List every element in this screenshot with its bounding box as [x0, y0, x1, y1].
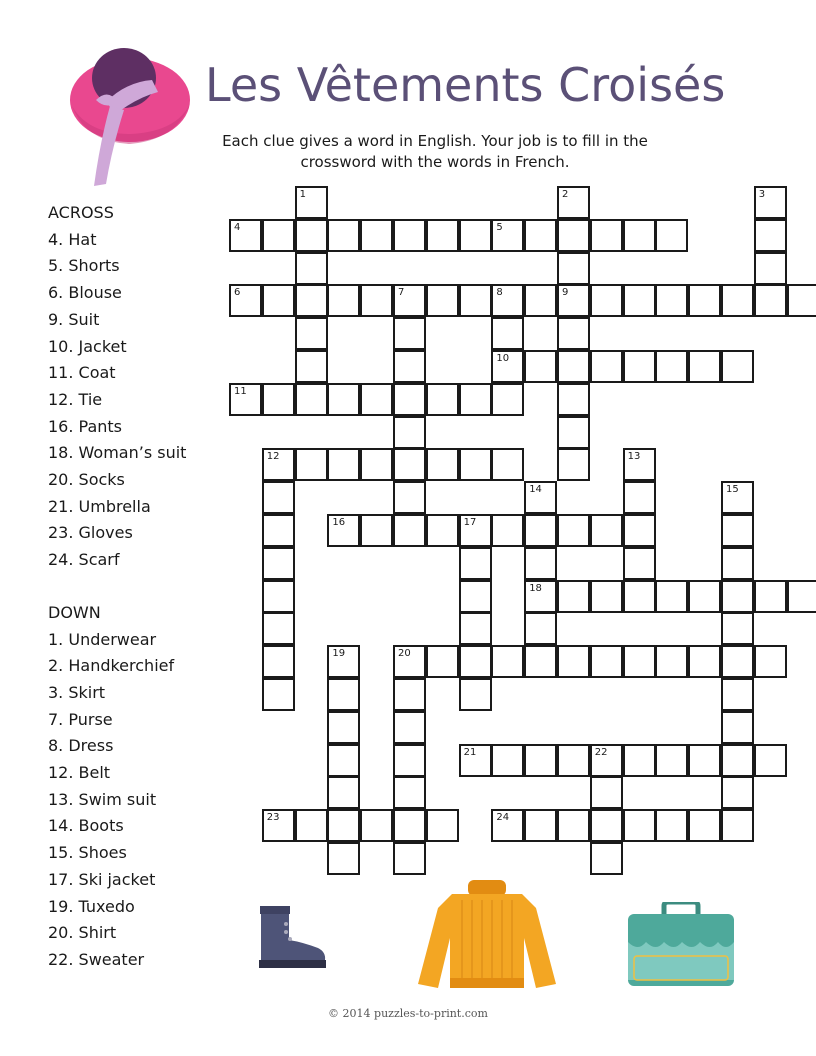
grid-cell[interactable] — [262, 645, 295, 678]
grid-cell[interactable] — [655, 744, 688, 777]
down-clue: 13. Swim suit — [48, 789, 157, 809]
grid-cell[interactable] — [262, 448, 295, 481]
across-clue: 16. Pants — [48, 416, 123, 436]
grid-cell[interactable] — [721, 547, 754, 580]
grid-cell[interactable] — [721, 514, 754, 547]
clue-number: 21 — [463, 746, 477, 758]
clue-number: 20 — [398, 648, 411, 660]
down-clue: 2. Handkerchief — [48, 656, 175, 676]
grid-cell[interactable] — [393, 284, 426, 317]
grid-cell[interactable] — [557, 252, 590, 285]
grid-cell[interactable] — [557, 809, 590, 842]
grid-cell[interactable] — [655, 645, 688, 678]
down-clue: 20. Shirt — [48, 923, 117, 943]
grid-cell[interactable] — [229, 284, 262, 317]
clue-number: 19 — [332, 648, 346, 660]
grid-cell[interactable] — [295, 186, 328, 219]
grid-cell[interactable] — [393, 842, 426, 875]
grid-cell[interactable] — [623, 645, 656, 678]
grid-cell[interactable] — [262, 284, 295, 317]
grid-cell[interactable] — [327, 514, 360, 547]
down-clue: 14. Boots — [48, 816, 124, 836]
clue-number: 10 — [496, 353, 510, 364]
down-clue: 17. Ski jacket — [48, 869, 156, 889]
instructions-line-2: crossword with the words in French. — [300, 153, 570, 171]
grid-cell[interactable] — [262, 383, 295, 416]
down-clue: 19. Tuxedo — [48, 896, 135, 916]
grid-cell[interactable] — [590, 514, 623, 547]
grid-cell[interactable] — [327, 809, 360, 842]
grid-cell[interactable] — [688, 645, 721, 678]
grid-cell[interactable] — [590, 350, 623, 383]
down-clue: 8. Dress — [48, 736, 114, 756]
grid-cell[interactable] — [721, 744, 754, 777]
grid-cell[interactable] — [754, 219, 787, 252]
grid-cell[interactable] — [590, 776, 623, 809]
grid-cell[interactable] — [754, 186, 787, 219]
grid-cell[interactable] — [754, 580, 787, 613]
clue-number: 11 — [234, 385, 247, 397]
clue-number: 24 — [496, 812, 510, 824]
grid-cell[interactable] — [557, 744, 590, 777]
grid-cell[interactable] — [229, 383, 262, 416]
grid-cell[interactable] — [360, 448, 393, 481]
grid-cell[interactable] — [688, 744, 721, 777]
grid-cell[interactable] — [655, 809, 688, 842]
grid-cell[interactable] — [754, 252, 787, 285]
grid-cell[interactable] — [262, 514, 295, 547]
grid-cell[interactable] — [754, 744, 787, 777]
grid-cell[interactable] — [557, 219, 590, 252]
copyright-footer: © 2014 puzzles-to-print.com — [328, 1007, 488, 1020]
grid-cell[interactable] — [524, 514, 557, 547]
grid-cell[interactable] — [262, 481, 295, 514]
clue-number: 12 — [266, 451, 280, 463]
grid-cell[interactable] — [688, 284, 721, 317]
grid-cell[interactable] — [721, 284, 754, 317]
clue-number: 18 — [529, 582, 542, 594]
grid-cell[interactable] — [721, 809, 754, 842]
grid-cell[interactable] — [524, 580, 557, 613]
grid-cell[interactable] — [426, 514, 459, 547]
grid-cell[interactable] — [360, 383, 393, 416]
across-clue: 6. Blouse — [48, 283, 122, 303]
grid-cell[interactable] — [688, 809, 721, 842]
grid-cell[interactable] — [327, 383, 360, 416]
down-clue: 12. Belt — [48, 763, 111, 783]
grid-cell[interactable] — [262, 612, 295, 645]
grid-cell[interactable] — [721, 678, 754, 711]
down-clue: 15. Shoes — [48, 843, 127, 863]
grid-cell[interactable] — [524, 645, 557, 678]
grid-cell[interactable] — [623, 350, 656, 383]
grid-cell[interactable] — [393, 645, 426, 678]
grid-cell[interactable] — [623, 448, 656, 481]
grid-cell[interactable] — [655, 219, 688, 252]
across-clue: 20. Socks — [48, 470, 125, 490]
clue-number: 15 — [726, 484, 739, 496]
down-heading: DOWN — [48, 602, 101, 622]
grid-cell[interactable] — [590, 744, 623, 777]
grid-cell[interactable] — [721, 580, 754, 613]
grid-cell[interactable] — [590, 580, 623, 613]
clue-number: 23 — [266, 812, 280, 824]
clue-number: 1 — [299, 189, 306, 200]
grid-cell[interactable] — [491, 350, 524, 383]
grid-cell[interactable] — [295, 809, 328, 842]
grid-cell[interactable] — [655, 350, 688, 383]
clue-number: 5 — [496, 221, 503, 233]
grid-cell[interactable] — [557, 186, 590, 219]
grid-cell[interactable] — [459, 284, 492, 317]
grid-cell[interactable] — [393, 514, 426, 547]
grid-cell[interactable] — [491, 448, 524, 481]
grid-cell[interactable] — [721, 776, 754, 809]
grid-cell[interactable] — [327, 448, 360, 481]
grid-cell[interactable] — [426, 809, 459, 842]
grid-cell[interactable] — [787, 580, 816, 613]
grid-cell[interactable] — [491, 383, 524, 416]
grid-cell[interactable] — [491, 284, 524, 317]
grid-cell[interactable] — [590, 842, 623, 875]
grid-cell[interactable] — [590, 645, 623, 678]
grid-cell[interactable] — [557, 284, 590, 317]
across-clue: 9. Suit — [48, 309, 100, 329]
grid-cell[interactable] — [557, 416, 590, 449]
across-clue: 18. Woman’s suit — [48, 443, 187, 463]
grid-cell[interactable] — [623, 809, 656, 842]
clue-number: 4 — [234, 221, 241, 233]
clue-number: 9 — [562, 287, 569, 299]
grid-cell[interactable] — [393, 809, 426, 842]
grid-cell[interactable] — [295, 252, 328, 285]
grid-cell[interactable] — [426, 448, 459, 481]
grid-cell[interactable] — [557, 383, 590, 416]
grid-cell[interactable] — [623, 219, 656, 252]
down-clue: 3. Skirt — [48, 682, 106, 702]
grid-cell[interactable] — [393, 383, 426, 416]
grid-cell[interactable] — [623, 580, 656, 613]
clue-number: 7 — [398, 287, 405, 299]
grid-cell[interactable] — [721, 645, 754, 678]
grid-cell[interactable] — [491, 317, 524, 350]
grid-cell[interactable] — [688, 350, 721, 383]
grid-cell[interactable] — [459, 612, 492, 645]
grid-cell[interactable] — [295, 317, 328, 350]
grid-cell[interactable] — [426, 383, 459, 416]
grid-cell[interactable] — [590, 219, 623, 252]
grid-cell[interactable] — [262, 809, 295, 842]
grid-cell[interactable] — [360, 809, 393, 842]
grid-cell[interactable] — [459, 645, 492, 678]
grid-cell[interactable] — [327, 744, 360, 777]
boot-icon — [256, 906, 328, 970]
grid-cell[interactable] — [524, 350, 557, 383]
grid-cell[interactable] — [426, 284, 459, 317]
down-clue: 22. Sweater — [48, 949, 145, 969]
grid-cell[interactable] — [459, 448, 492, 481]
grid-cell[interactable] — [295, 448, 328, 481]
down-clue: 1. Underwear — [48, 629, 157, 649]
grid-cell[interactable] — [327, 284, 360, 317]
grid-cell[interactable] — [754, 284, 787, 317]
across-clue: 21. Umbrella — [48, 496, 151, 516]
grid-cell[interactable] — [459, 678, 492, 711]
grid-cell[interactable] — [623, 547, 656, 580]
grid-cell[interactable] — [360, 219, 393, 252]
grid-cell[interactable] — [393, 219, 426, 252]
across-clue: 12. Tie — [48, 389, 103, 409]
grid-cell[interactable] — [491, 744, 524, 777]
across-clue: 11. Coat — [48, 363, 116, 383]
grid-cell[interactable] — [787, 284, 816, 317]
grid-cell[interactable] — [327, 219, 360, 252]
grid-cell[interactable] — [623, 744, 656, 777]
grid-cell[interactable] — [426, 645, 459, 678]
grid-cell[interactable] — [688, 580, 721, 613]
grid-cell[interactable] — [524, 219, 557, 252]
grid-cell[interactable] — [557, 317, 590, 350]
grid-cell[interactable] — [327, 842, 360, 875]
grid-cell[interactable] — [459, 219, 492, 252]
clue-number: 3 — [758, 189, 766, 200]
grid-cell[interactable] — [623, 514, 656, 547]
grid-cell[interactable] — [262, 580, 295, 613]
grid-cell[interactable] — [721, 350, 754, 383]
grid-cell[interactable] — [590, 284, 623, 317]
sweater-icon — [418, 878, 556, 990]
grid-cell[interactable] — [459, 744, 492, 777]
grid-cell[interactable] — [655, 580, 688, 613]
grid-cell[interactable] — [327, 678, 360, 711]
grid-cell[interactable] — [491, 514, 524, 547]
grid-cell[interactable] — [524, 744, 557, 777]
clue-number: 8 — [496, 287, 503, 299]
grid-cell[interactable] — [393, 776, 426, 809]
grid-cell[interactable] — [557, 350, 590, 383]
clue-number: 22 — [594, 746, 608, 758]
clue-number: 2 — [562, 189, 569, 200]
grid-cell[interactable] — [393, 448, 426, 481]
down-clue: 7. Purse — [48, 709, 113, 729]
grid-cell[interactable] — [393, 317, 426, 350]
grid-cell[interactable] — [393, 711, 426, 744]
across-heading: ACROSS — [48, 203, 114, 222]
grid-cell[interactable] — [393, 350, 426, 383]
grid-cell[interactable] — [623, 481, 656, 514]
clue-number: 17 — [463, 517, 477, 528]
grid-cell[interactable] — [327, 711, 360, 744]
grid-cell[interactable] — [721, 481, 754, 514]
grid-cell[interactable] — [524, 547, 557, 580]
grid-cell[interactable] — [557, 448, 590, 481]
grid-cell[interactable] — [229, 219, 262, 252]
grid-cell[interactable] — [327, 776, 360, 809]
grid-cell[interactable] — [491, 219, 524, 252]
grid-cell[interactable] — [524, 809, 557, 842]
page-title: Les Vêtements Croisés — [205, 58, 726, 112]
grid-cell[interactable] — [295, 284, 328, 317]
grid-cell[interactable] — [754, 645, 787, 678]
grid-cell[interactable] — [491, 645, 524, 678]
grid-cell[interactable] — [459, 547, 492, 580]
across-clue: 4. Hat — [48, 229, 97, 249]
grid-cell[interactable] — [295, 219, 328, 252]
grid-cell[interactable] — [426, 219, 459, 252]
grid-cell[interactable] — [393, 416, 426, 449]
grid-cell[interactable] — [459, 580, 492, 613]
grid-cell[interactable] — [360, 284, 393, 317]
grid-cell[interactable] — [393, 481, 426, 514]
grid-cell[interactable] — [524, 612, 557, 645]
clue-number: 14 — [529, 484, 542, 496]
grid-cell[interactable] — [524, 284, 557, 317]
clue-number: 13 — [627, 451, 641, 463]
grid-cell[interactable] — [590, 809, 623, 842]
grid-cell[interactable] — [459, 514, 492, 547]
across-clue: 24. Scarf — [48, 550, 120, 570]
grid-cell[interactable] — [655, 284, 688, 317]
grid-cell[interactable] — [721, 711, 754, 744]
clue-number: 16 — [332, 517, 346, 528]
bag-icon — [626, 902, 736, 988]
grid-cell[interactable] — [262, 219, 295, 252]
across-clue: 5. Shorts — [48, 256, 120, 276]
grid-cell[interactable] — [327, 645, 360, 678]
grid-cell[interactable] — [459, 383, 492, 416]
grid-cell[interactable] — [393, 678, 426, 711]
grid-cell[interactable] — [557, 514, 590, 547]
grid-cell[interactable] — [623, 284, 656, 317]
grid-cell[interactable] — [262, 547, 295, 580]
grid-cell[interactable] — [557, 645, 590, 678]
across-clue: 10. Jacket — [48, 336, 127, 356]
grid-cell[interactable] — [295, 383, 328, 416]
grid-cell[interactable] — [262, 678, 295, 711]
grid-cell[interactable] — [557, 580, 590, 613]
clue-number: 6 — [234, 287, 241, 299]
grid-cell[interactable] — [721, 612, 754, 645]
grid-cell[interactable] — [524, 481, 557, 514]
instructions-line-1: Each clue gives a word in English. Your job is to fill in the — [222, 132, 648, 150]
grid-cell[interactable] — [360, 514, 393, 547]
grid-cell[interactable] — [295, 350, 328, 383]
across-clue: 23. Gloves — [48, 523, 133, 543]
grid-cell[interactable] — [393, 744, 426, 777]
grid-cell[interactable] — [491, 809, 524, 842]
